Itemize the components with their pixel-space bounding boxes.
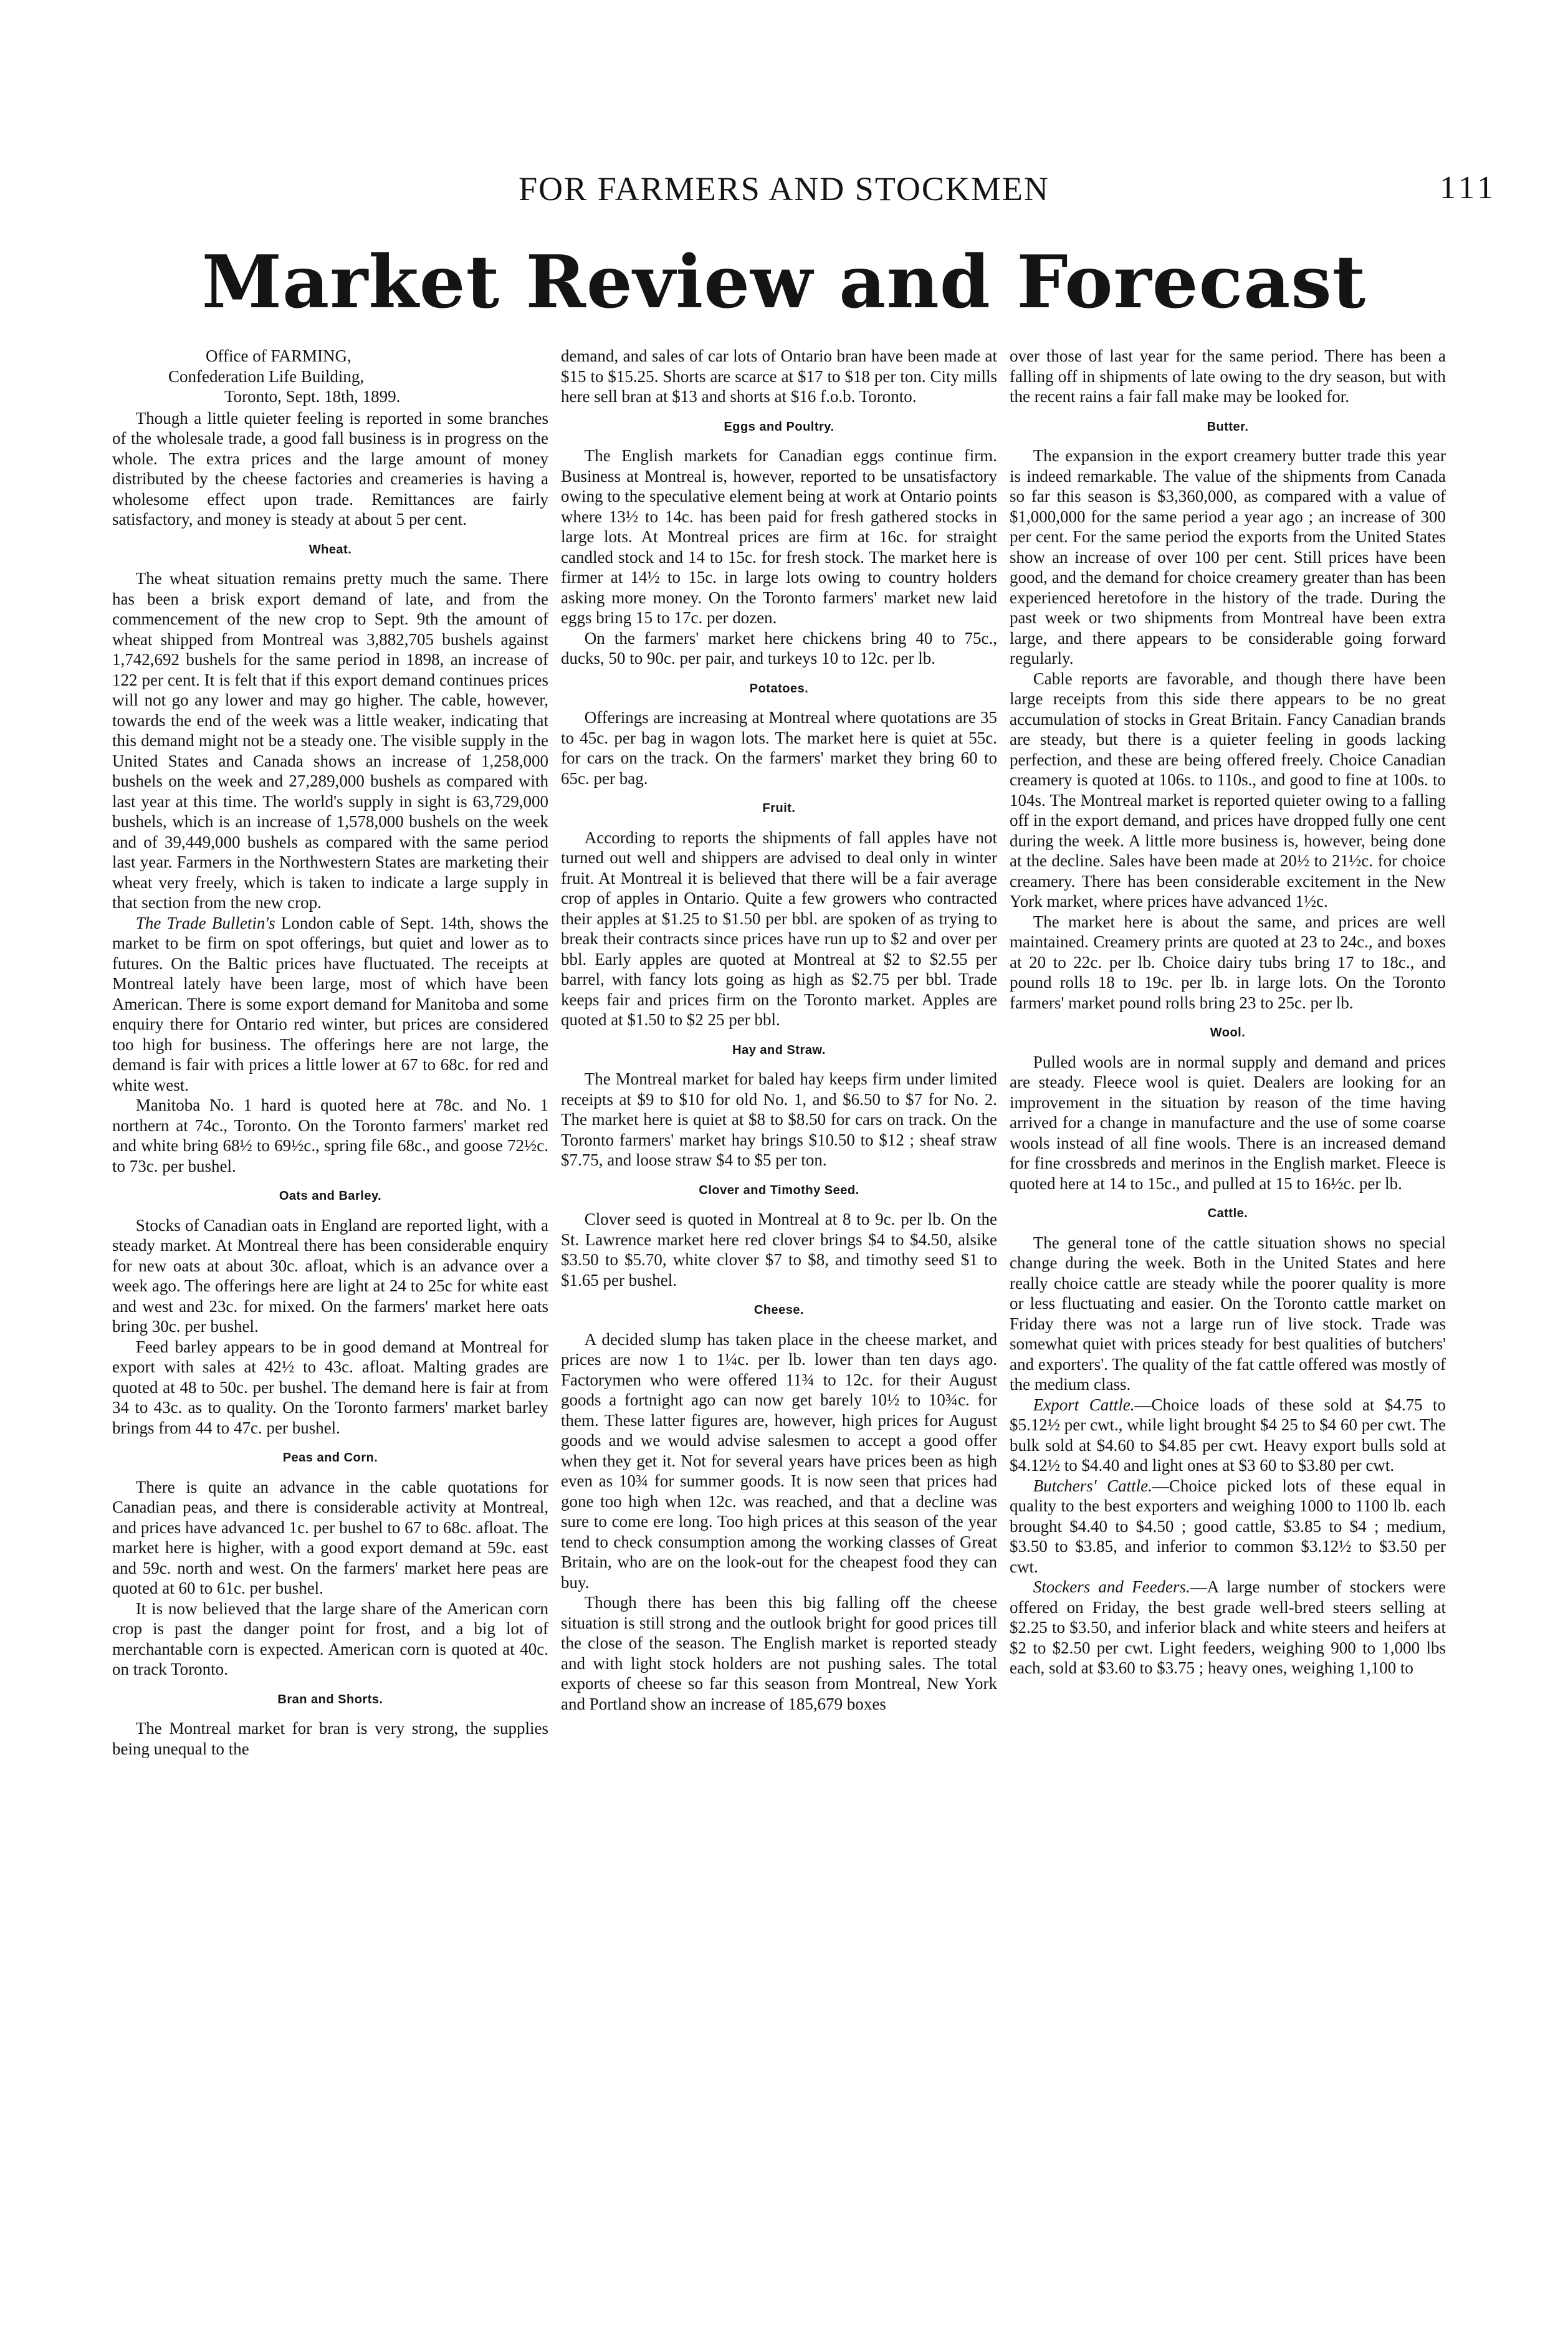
paragraph: The wheat situation remains pretty much the same. There has been a brisk export demand of late, and from the commencement of the new crop to Sept. 9th the amount of wheat shipped from Montreal was 3,882,705 bushels against 1,742,692 bushels for the same period in 1898, an increase of 122 per cent. It is felt that if this export demand continues prices will not go any lower and may go higher. The cable, however, towards the end of the week was a little weaker, indicating that this demand might not be a steady one. The visible supply in the United States and Canada shows an increase of 1,258,000 bushels on the week and 27,289,000 bushels as compared with last year at this time. The world's supply in sight is 63,729,000 bushels, which is an increase of 1,578,000 bushels on the week and of 39,449,000 bushels as compared with the same period last year. Farmers in the Northwestern States are marketing their wheat very freely, which is taken to indicate a large supply in that section from the new crop. — [112, 569, 548, 912]
paragraph-text: —Choice loads of these sold at $4.75 to $5.12½ per cwt., while light brought $4 25 to $4 60 per cwt. The bulk sold at $4.60 to $4.85 per cwt. Heavy export bulls sold at $4.12½ to $4.40 and light ones at $3 60 to $3.80 per cwt. — [1010, 1395, 1446, 1475]
office-line: Office of FARMING, — [206, 347, 351, 365]
italic-lead: Stockers and Feeders. — [1033, 1577, 1190, 1596]
paragraph: It is now believed that the large share of the American corn crop is past the danger point for frost, and a big lot of merchantable corn is expected. American corn is quoted at 40c. on track Toronto. — [112, 1599, 548, 1678]
paragraph: Feed barley appears to be in good demand at Montreal for export with sales at 42½ to 43c. afloat. Malting grades are quoted at 48 to 50c. per bushel. The demand here is fair at from 34 to 43c. as to quality. On the Toronto farmers' market barley brings from 44 to 47c. per bushel. — [112, 1337, 548, 1437]
paragraph: The market here is about the same, and prices are well maintained. Creamery prints are quoted at 23 to 24c., and boxes at 20 to 22c. per lb. Choice dairy tubs bring 17 to 18c., and pound rolls 18 to 19c. per lb. in large lots. On the Toronto farmers' market pound rolls bring 23 to 25c. per lb. — [1010, 912, 1446, 1012]
section-heading-oats: Oats and Barley. — [279, 1189, 382, 1203]
paragraph — [1010, 1395, 1446, 1476]
page-number: 111 — [1440, 170, 1498, 206]
section-heading-fruit: Fruit. — [762, 801, 796, 815]
paragraph: There is quite an advance in the cable quotations for Canadian peas, and there is considerable activity at Montreal, and prices have advanced 1c. per bushel to 67 to 68c. afloat. The market here is higher, with a good export demand at 59c. east and 59c. north and west. On the farmers' market here peas are quoted at 60 to 61c. per bushel. — [112, 1477, 548, 1597]
paragraph: Stocks of Canadian oats in England are reported light, with a steady market. At Montreal there has been considerable enquiry for new oats at about 30c. afloat, which is an advance over a week ago. The offerings here are light at 24 to 25c for white east and west and 23c. for mixed. On the farmers' market here oats bring 30c. per bushel. — [112, 1215, 548, 1336]
paragraph: Though there has been this big falling off the cheese situation is still strong and the outlook bright for good prices till the close of the season. The English market is reported steady and with light stock holders are not pushing sales. The total exports of cheese so far this season from Montreal, New York and Portland show an increase of 185,679 boxes — [561, 1593, 997, 1713]
paragraph: Pulled wools are in normal supply and demand and prices are steady. Fleece wool is quiet. Dealers are looking for an improvement in the situation by reason of the time having arrived for a change in manufacture and the use of some coarse wools instead of all fine wools. There is an increased demand for fine crossbreds and merinos in the English market. Fleece is quoted here at 14 to 15c., and pulled at 15 to 16½c. per lb. — [1010, 1052, 1446, 1193]
section-heading-clover: Clover and Timothy Seed. — [699, 1183, 859, 1197]
office-line: Toronto, Sept. 18th, 1899. — [224, 387, 401, 406]
paragraph: The Montreal market for baled hay keeps firm under limited receipts at $9 to $10 for old No. 1, and $6.50 to $7 for No. 2. The market here is quiet at $8 to $8.50 for cars on track. On the Toronto farmers' market hay brings $10.50 to $12 ; sheaf straw $7.75, and loose straw $4 to $5 per ton. — [561, 1069, 997, 1169]
office-dateline — [112, 346, 548, 407]
paragraph-text: —A large number of stockers were offered on Friday, the best grade well-bred steers selling at $2.25 to $3.50, and inferior black and white steers and heifers at $2 to $2.50 per cwt. Light feeders, weighing 900 to 1,000 lbs each, sold at $3.60 to $3.75 ; heavy ones, weighing 1,100 to — [1010, 1577, 1446, 1677]
paragraph: demand, and sales of car lots of Ontario bran have been made at $15 to $15.25. Shorts are scarce at $17 to $18 per ton. City mills here sell bran at $13 and shorts at $16 f.o.b. Toronto. — [561, 347, 997, 406]
section-heading-cheese: Cheese. — [753, 1303, 805, 1317]
paragraph: The Montreal market for bran is very strong, the supplies being unequal to the — [112, 1719, 548, 1758]
paragraph: Offerings are increasing at Montreal where quotations are 35 to 45c. per bag in wagon lots. The market here is quiet at 55c. for cars on the track. On the farmers' market they bring 60 to 65c. per bag. — [561, 708, 997, 788]
paragraph: The English markets for Canadian eggs continue firm. Business at Montreal is, however, reported to be unsatisfactory owing to the speculative element being at work at Ontario points where 13½ to 14c. has been paid for fresh gathered stocks in large lots. At Montreal prices are firm at 16c. for straight candled stock and 14 to 15c. for fresh stock. The market here is firmer at 14½ to 15c. in large lots owing to country holders asking more money. On the Toronto farmers' market new laid eggs bring 15 to 17c. per dozen. — [561, 446, 997, 627]
italic-lead: The Trade Bulletin's — [135, 913, 275, 932]
paragraph: Cable reports are favorable, and though there have been large receipts from this side there appears to be no great accumulation of stocks in Great Britain. Fancy Canadian brands are steady, but there is a quieter feeling in goods lacking perfection, and these are being offered freely. Choice Canadian creamery is quoted at 106s. to 110s., and good to fine at 100s. to 104s. The Montreal market is reported quieter owing to a falling off in the export demand, and prices have dropped fully one cent during the week. A little more business is, however, being done at the decline. Sales have been made at 20½ to 21½c. for choice creamery. There has been considerable excitement in the New York market, where prices have advanced 1½c. — [1010, 669, 1446, 911]
paragraph: On the farmers' market here chickens bring 40 to 75c., ducks, 50 to 90c. per pair, and turkeys 10 to 12c. per lb. — [561, 628, 997, 667]
paragraph: The expansion in the export creamery butter trade this year is indeed remarkable. The value of the shipments from Canada so far this season is $3,360,000, as compared with a value of $1,000,000 for the same period a year ago ; an increase of 300 per cent. For the same period the exports from the United States show an increase of over 100 per cent. Still prices have been good, and the demand for choice creamery greater than has been experienced heretofore in the history of the trade. During the past week or two shipments from Montreal have been extra large, and there appears to be considerable going forward regularly. — [1010, 446, 1446, 667]
paragraph — [112, 913, 548, 1096]
section-heading-butter: Butter. — [1207, 419, 1249, 434]
paragraph: Manitoba No. 1 hard is quoted here at 78c. and No. 1 northern at 74c., Toronto. On the Toronto farmers' market red and white bring 68½ to 69½c., spring file 68c., and goose 72½c. to 73c. per bushel. — [112, 1096, 548, 1175]
section-heading-wool: Wool. — [1210, 1026, 1246, 1040]
office-line: Confederation Life Building, — [168, 366, 365, 386]
section-heading-peas: Peas and Corn. — [282, 1451, 378, 1465]
section-heading-wheat: Wheat. — [308, 542, 352, 557]
paragraph-text: London cable of Sept. 14th, shows the market to be firm on spot offerings, but quiet and lower as to futures. On the Baltic prices have fluctuated. The receipts at Montreal lately have been large, most of which have been American. There is some export demand for Manitoba and some enquiry there for Ontario red winter, but prices are considered too high for business. The offerings here are not large, the demand is fair with prices a little lower at 67 to 68c. for red and white west. — [112, 913, 548, 1094]
paragraph: According to reports the shipments of fall apples have not turned out well and shippers are advised to deal only in winter fruit. At Montreal it is believed that there will be a fair average crop of apples in Ontario. Quite a few growers who contracted their apples at $1.25 to $1.50 per bbl. are spoken of as trying to break their contracts since prices have run up to $2 and over per bbl. Early apples are quoted at Montreal at $2 to $2.55 per barrel, with fancy lots going as high as $2.75 per bbl. Trade keeps fair and prices firm on the Toronto market. Apples are quoted at $1.50 to $2 25 per bbl. — [561, 828, 997, 1029]
column-1 — [112, 346, 548, 2153]
paragraph: over those of last year for the same period. There has been a falling off in shipments of late owing to the dry season, but with the recent rains a fair fall make may be looked for. — [1010, 347, 1446, 406]
paragraph — [1010, 1577, 1446, 1678]
italic-lead: Export Cattle. — [1033, 1395, 1135, 1414]
section-heading-potatoes: Potatoes. — [749, 681, 809, 696]
paragraph: The general tone of the cattle situation shows no special change during the week. Both in the United States and here really choice cattle are steady while the poorer quality is more or less fluctuating and easier. On the Toronto cattle market on Friday there was not a large run of live stock. Trade was somewhat quiet with prices steady for best qualities of butchers' and exporters'. The quality of the fat cattle offered was mostly of the medium class. — [1010, 1233, 1446, 1394]
section-heading-cattle: Cattle. — [1207, 1207, 1248, 1220]
paragraph — [1010, 1476, 1446, 1577]
column-2 — [561, 346, 997, 2153]
column-3 — [1010, 346, 1446, 2153]
italic-lead: Butchers' Cattle. — [1033, 1476, 1152, 1495]
running-head: FOR FARMERS AND STOCKMEN — [519, 170, 1049, 208]
section-heading-hay: Hay and Straw. — [732, 1043, 826, 1057]
paragraph: A decided slump has taken place in the cheese market, and prices are now 1 to 1¼c. per lb. lower than ten days ago. Factorymen who were offered 11¾ to 12c. for their August goods a fortnight ago can now get barely 10½ to 10¾c. for them. These latter figures are, however, high prices for August goods and we would advise salesmen to accept a good offer when they get it. Not for several years have prices been as high even as 10¾ for summer goods. It is now seen that prices had gone too high when 12c. was reached, and that a decline was sure to come ere long. Too high prices at this season of the year tend to check consumption among the working classes of Great Britain, who are on the look-out for the cheapest food they can buy. — [561, 1329, 997, 1592]
paragraph-text: —Choice picked lots of these equal in quality to the best exporters and weighing 1000 to 1100 lb. each brought $4.40 to $4.50 ; good cattle, $3.85 to $4 ; medium, $3.50 to $3.85, and inferior to common $3.12½ to $3.50 per cwt. — [1010, 1476, 1446, 1576]
article-title: Market Review and Forecast — [201, 240, 1367, 325]
paragraph: Clover seed is quoted in Montreal at 8 to 9c. per lb. On the St. Lawrence market here red clover brings $4 to $4.50, alsike $3.50 to $5.70, white clover $7 to $8, and timothy seed $1 to $1.65 per bushel. — [561, 1210, 997, 1289]
intro-paragraph: Though a little quieter feeling is reported in some branches of the wholesale trade, a good fall business is in progress on the whole. The extra prices and the large amount of money distributed by the cheese factories and creameries is having a wholesome effect upon trade. Remittances are fairly satisfactory, and money is steady at about 5 per cent. — [112, 408, 548, 529]
section-heading-eggs: Eggs and Poultry. — [724, 419, 834, 434]
section-heading-bran: Bran and Shorts. — [277, 1692, 383, 1706]
